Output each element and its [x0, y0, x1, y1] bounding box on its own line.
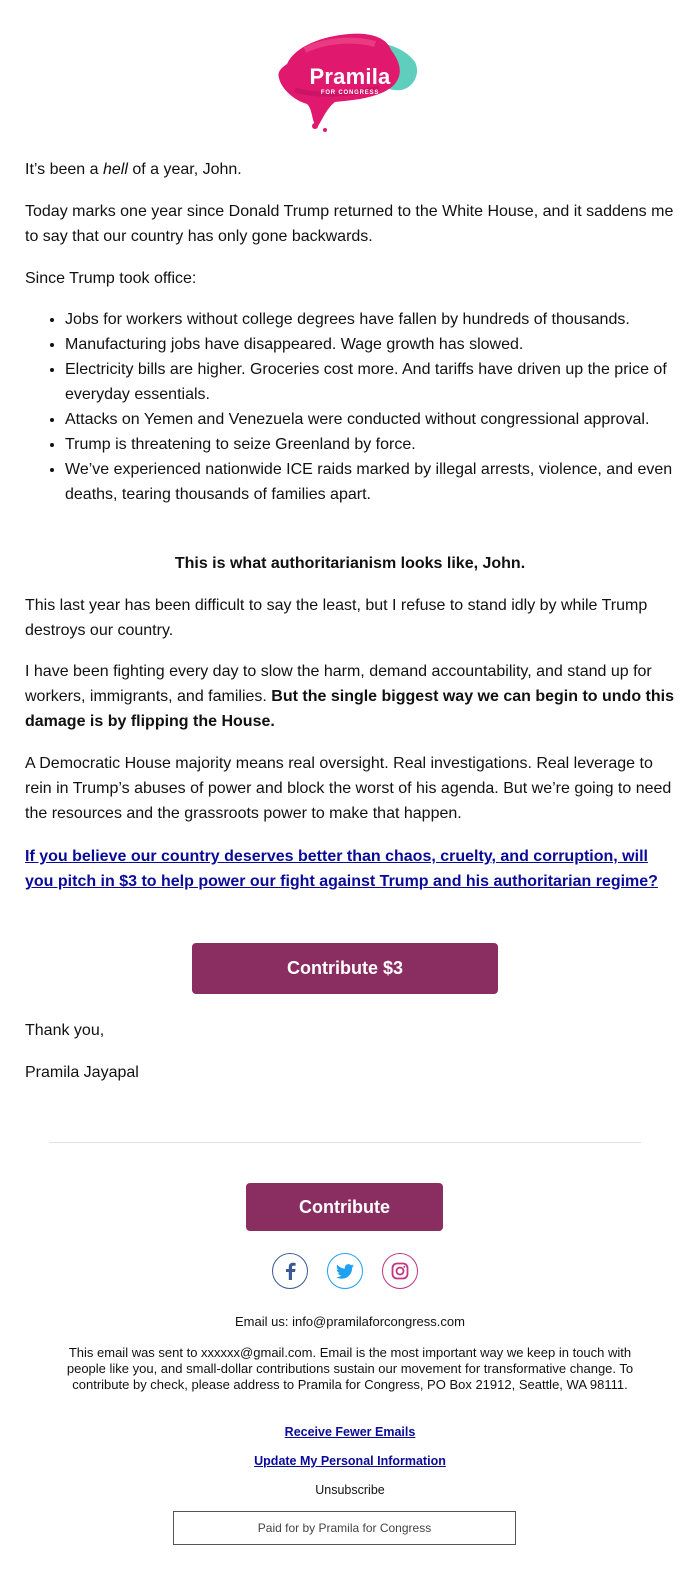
logo-subtitle: FOR CONGRESS — [320, 90, 380, 96]
paragraph-since: Since Trump took office: — [25, 270, 197, 287]
email-us-line: Email us: info@pramilaforcongress.com — [235, 1314, 465, 1329]
divider — [49, 1142, 641, 1143]
list-item: • Manufacturing jobs have disappeared. Wage growth has slowed. — [65, 332, 700, 357]
instagram-link[interactable] — [382, 1253, 418, 1289]
contribute-3-button[interactable]: Contribute $3 — [192, 943, 498, 994]
fewer-emails-row — [55, 1424, 645, 1440]
disclaimer: This email was sent to xxxxxx@gmail.com. Email is the most important way we keep in touch with people like you, and small-dollar contributions sustain our movement for transformative change. To contribute by check, please address to Pramila for Congress, PO Box 21912, Seattle, WA 98111. — [66, 1345, 634, 1392]
logo-name: Pramila — [309, 64, 391, 89]
list-item: • Electricity bills are higher. Groceries cost more. And tariffs have driven up the price of everyday essentials. — [65, 357, 700, 407]
update-personal-info-link[interactable]: Update My Personal Information — [254, 1454, 446, 1468]
list-item: • Attacks on Yemen and Venezuela were conducted without congressional approval. — [65, 407, 700, 432]
contribute-button[interactable]: Contribute — [246, 1183, 443, 1231]
unsubscribe-link[interactable]: Unsubscribe — [315, 1483, 385, 1497]
twitter-link[interactable] — [327, 1253, 363, 1289]
paragraph-difficult: This last year has been difficult to say the least, but I refuse to stand idly by while Trump destroys our country. — [25, 597, 648, 639]
twitter-icon — [336, 1264, 354, 1279]
paragraph-fighting: I have been fighting every day to slow the harm, demand accountability, and stand up for workers, immigrants, and families. But the single biggest way we can begin to undo this damage is by flipping the House. — [25, 663, 674, 730]
facebook-icon — [283, 1262, 297, 1280]
paragraph-intro: Today marks one year since Donald Trump returned to the White House, and it saddens me to say that our country has only gone backwards. — [25, 203, 674, 245]
cta-link[interactable]: If you believe our country deserves better than chaos, cruelty, and corruption, will you pitch in $3 to help power our fight against Trump and his authoritarian regime? — [25, 848, 658, 890]
emphasis-heading: This is what authoritarianism looks like, John. — [174, 555, 526, 572]
paragraph-majority: A Democratic House majority means real oversight. Real investigations. Real leverage to rein in Trump’s abuses of power and block the worst of his agenda. But we’re going to need the resources and the grassroots power to make that happen. — [25, 755, 672, 822]
facebook-link[interactable] — [272, 1253, 308, 1289]
bullet-list — [25, 307, 700, 507]
signature: Pramila Jayapal — [25, 1064, 139, 1081]
greeting: It’s been a hell of a year, John. — [25, 161, 242, 178]
list-item: • Trump is threatening to seize Greenland by force. — [65, 432, 700, 457]
instagram-icon — [391, 1262, 409, 1280]
receive-fewer-emails-link[interactable]: Receive Fewer Emails — [284, 1425, 416, 1439]
logo[interactable] — [0, 30, 700, 134]
paid-for-disclaimer: Paid for by Pramila for Congress — [173, 1511, 516, 1545]
signoff: Thank you, — [25, 1022, 105, 1039]
list-item: • Jobs for workers without college degrees have fallen by hundreds of thousands. — [65, 307, 700, 332]
list-item: • We’ve experienced nationwide ICE raids marked by illegal arrests, violence, and even deaths, tearing thousands of families apart. — [65, 457, 700, 507]
cta-paragraph — [25, 844, 675, 894]
update-info-row — [55, 1453, 645, 1469]
